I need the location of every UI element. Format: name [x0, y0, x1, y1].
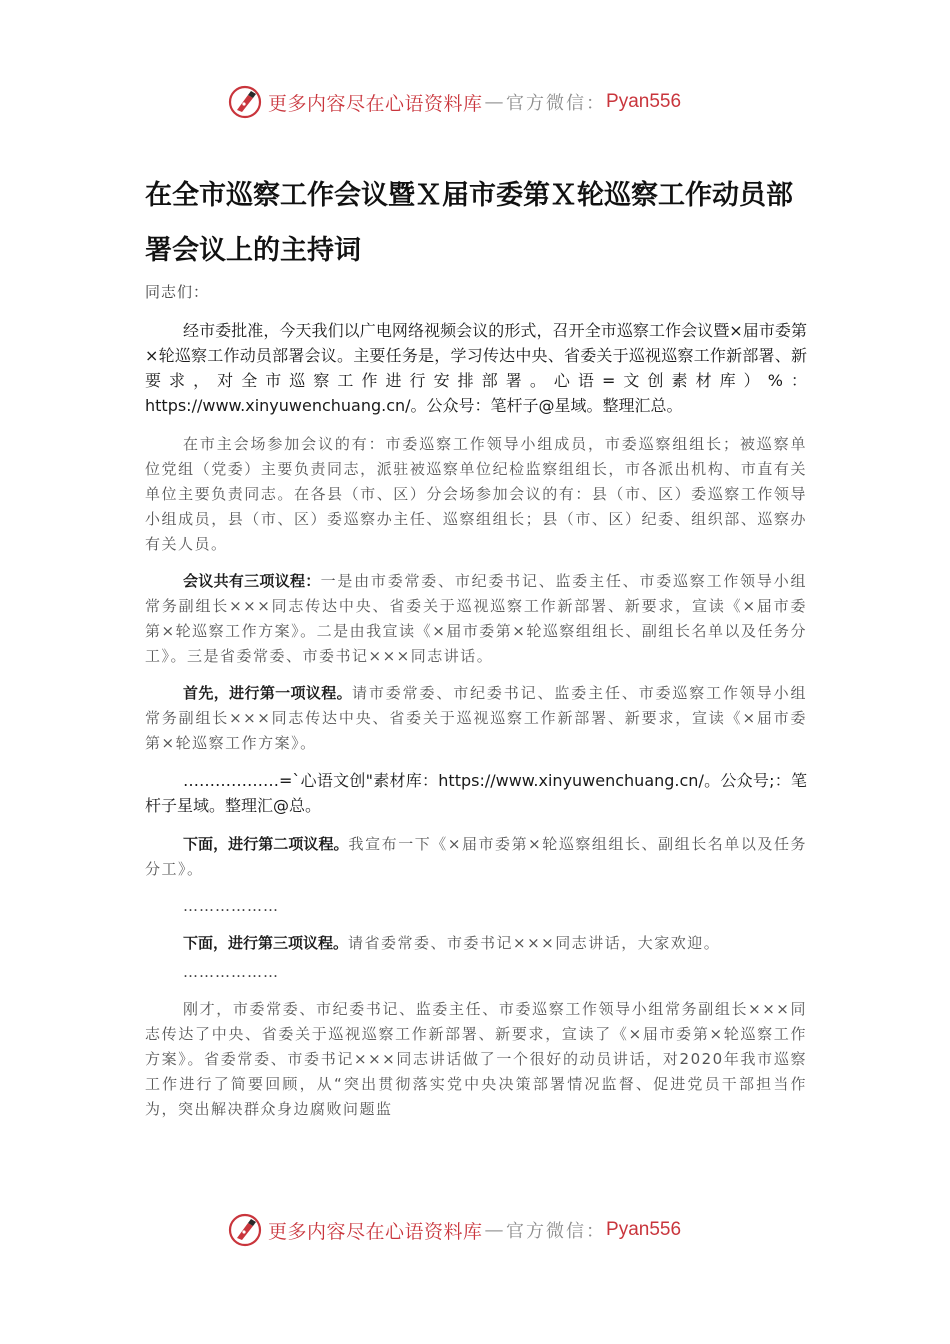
banner-separator: —: [484, 91, 505, 113]
paragraph-source-note: ………………=`心语文创"素材库：https://www.xinyuwenchuang.cn/。公众号;：笔杆子星域。整理汇@总。: [145, 771, 807, 815]
pen-nib-logo-icon: [228, 1213, 262, 1247]
item-two-lead: 下面，进行第二项议程。: [183, 835, 349, 853]
paragraph-item-one: [145, 681, 807, 756]
banner-main-text: 更多内容尽在心语资料库: [268, 92, 483, 115]
banner-official-label: 官方微信：: [506, 1221, 607, 1242]
paragraph-intro: 经市委批准，今天我们以广电网络视频会议的形式，召开全市巡察工作会议暨×届市委第×轮巡察工作动员部署会议。主要任务是，学习传达中央、省委关于巡视巡察工作新部署、新要求，对全市巡察工作进行安排部署。心语=文创素材库）%：https://www.xinyuwenchuang.cn/。公众号：笔杆子@星域。整理汇总。: [145, 321, 807, 415]
item-three-lead: 下面，进行第三项议程。: [183, 934, 349, 952]
document-body: [145, 280, 807, 1134]
banner-wechat-handle: Pyan556: [606, 1219, 682, 1240]
salutation: 同志们：: [145, 283, 210, 301]
banner-wechat-handle: Pyan556: [606, 91, 682, 112]
banner-official-label: 官方微信：: [506, 93, 607, 114]
item-one-text: 请市委常委、市纪委书记、监委主任、市委巡察工作领导小组常务副组长×××同志传达中央、省委关于巡视巡察工作新部署、新要求，宣读《×届市委第×轮巡察工作方案》。: [145, 684, 807, 752]
item-two-text: 我宣布一下《×届市委第×轮巡察组组长、副组长名单以及任务分工》。: [145, 835, 807, 878]
paragraph-item-three: [145, 931, 807, 956]
ellipsis-2: ………………: [183, 963, 279, 981]
banner-main-text: 更多内容尽在心语资料库: [268, 1220, 483, 1243]
ellipsis-1: ………………: [183, 897, 279, 915]
paragraph-attendees: 在市主会场参加会议的有：市委巡察工作领导小组成员，市委巡察组组长；被巡察单位党组（党委）主要负责同志，派驻被巡察单位纪检监察组组长，市各派出机构、市直有关单位主要负责同志。在各县（市、区）分会场参加会议的有：县（市、区）委巡察工作领导小组成员，县（市、区）委巡察办主任、巡察组组长；县（市、区）纪委、组织部、巡察办有关人员。: [145, 435, 807, 553]
footer-banner: [228, 1210, 681, 1250]
paragraph-agenda: [145, 569, 807, 669]
banner-separator: —: [484, 1219, 505, 1241]
agenda-lead: 会议共有三项议程：: [183, 572, 321, 590]
paragraph-summary: 刚才，市委常委、市纪委书记、监委主任、市委巡察工作领导小组常务副组长×××同志传达了中央、省委关于巡视巡察工作新部署、新要求，宣读了《×届市委第×轮巡察工作方案》。省委常委、市委书记×××同志讲话做了一个很好的动员讲话，对2020年我市巡察工作进行了简要回顾，从“突出贯彻落实党中央决策部署情况监督、促进党员干部担当作为，突出解决群众身边腐败问题监: [145, 1000, 807, 1118]
item-three-text: 请省委常委、市委书记×××同志讲话，大家欢迎。: [348, 934, 721, 952]
pen-nib-logo-icon: [228, 85, 262, 119]
header-banner: [228, 82, 681, 122]
agenda-text: 一是由市委常委、市纪委书记、监委主任、市委巡察工作领导小组常务副组长×××同志传达中央、省委关于巡视巡察工作新部署、新要求，宣读《×届市委第×轮巡察工作方案》。二是由我宣读《×届市委第×轮巡察组组长、副组长名单以及任务分工》。三是省委常委、市委书记×××同志讲话。: [145, 572, 807, 665]
document-title: 在全市巡察工作会议暨Ｘ届市委第Ｘ轮巡察工作动员部署会议上的主持词: [145, 180, 793, 266]
item-one-lead: 首先，进行第一项议程。: [183, 684, 353, 702]
paragraph-item-two: [145, 832, 807, 882]
